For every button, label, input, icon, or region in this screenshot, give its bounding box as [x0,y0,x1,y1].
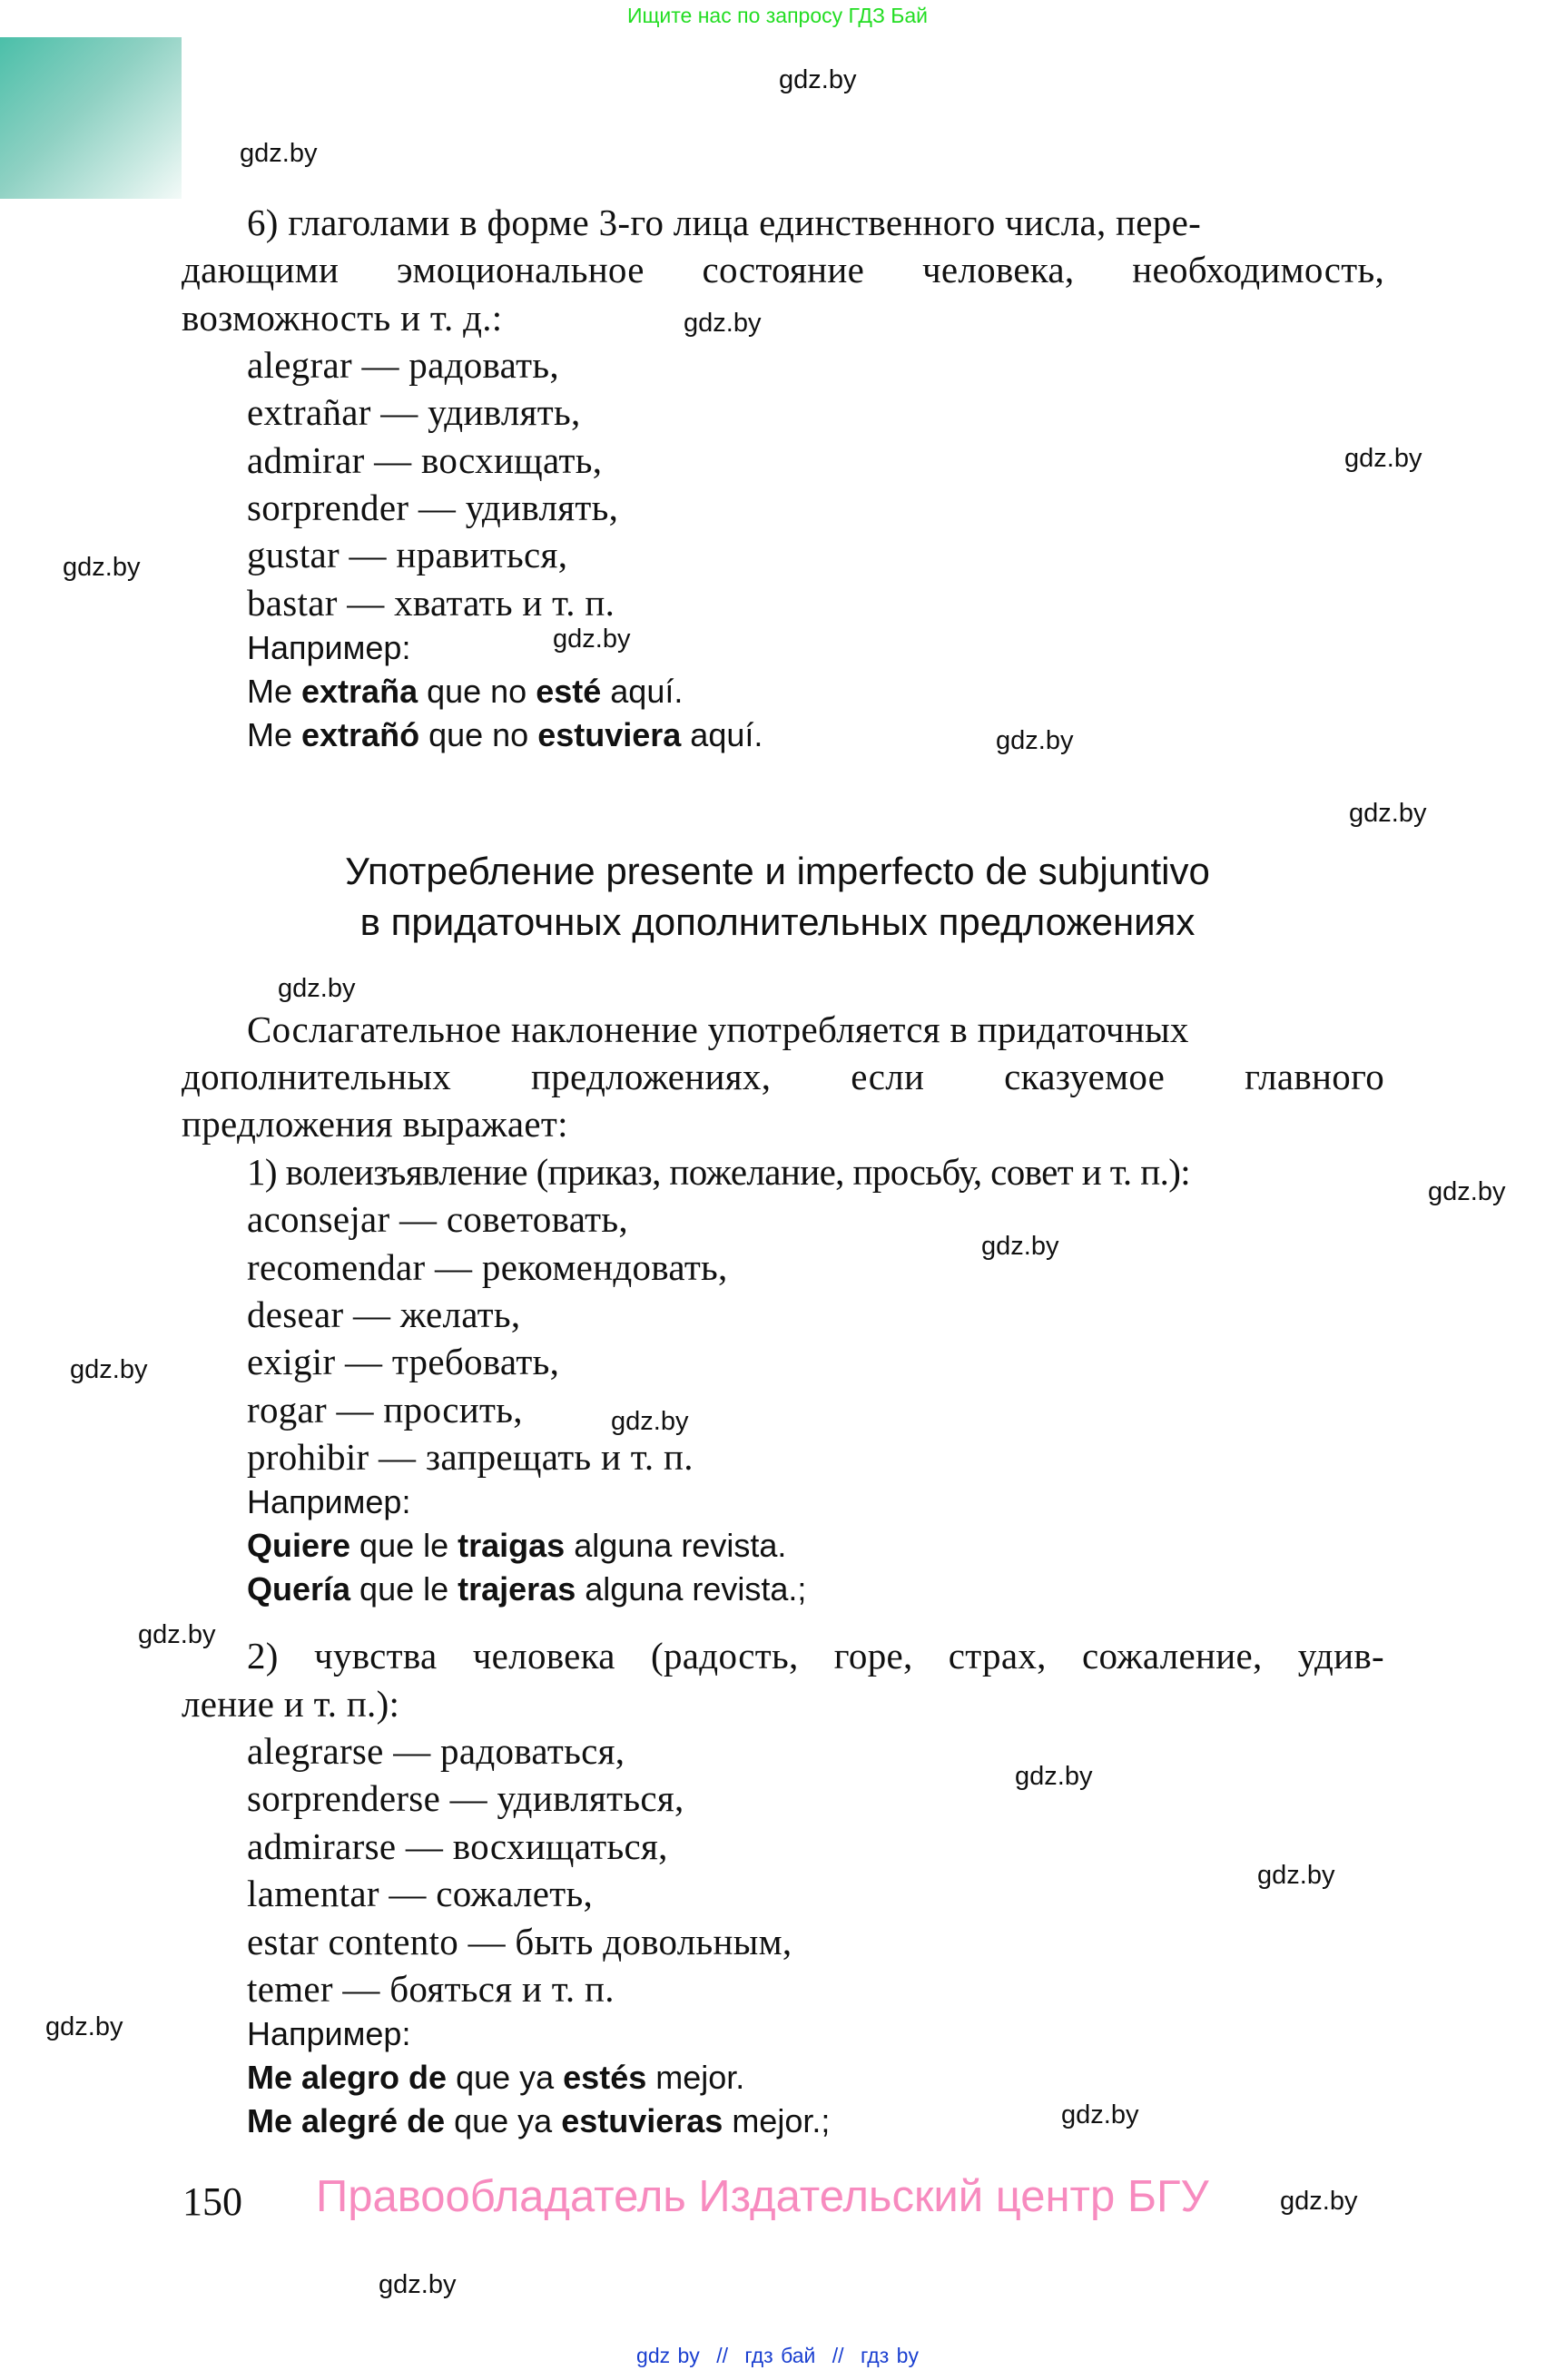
verb-item: aconsejar — советовать, [247,1198,628,1240]
sentence-text: que ya [445,2102,562,2139]
corner-decoration [0,37,182,199]
verb-item: bastar — хватать и т. п. [247,582,615,624]
item2-title-line-2: ление и т. п.): [182,1683,400,1725]
watermark: gdz.by [1061,2100,1139,2129]
watermark: gdz.by [1349,799,1427,828]
intro-line-1: Сослагательное наклонение употребляется в придаточных [247,1008,1189,1050]
intro-line-2: дополнительных предложениях, если сказуемое главного [182,1056,1384,1097]
sentence-text: que le [350,1570,458,1608]
verb-item: recomendar — рекомендовать, [247,1246,728,1288]
verb-item: prohibir — запрещать и т. п. [247,1436,694,1478]
sentence-text: alguna revista.; [576,1570,807,1608]
example-sentence [247,2059,744,2097]
sentence-text: mejor.; [723,2102,831,2139]
sentence-text: mejor. [646,2059,745,2096]
sentence-text: Me [247,716,302,753]
verb-item: lamentar — сожалеть, [247,1873,594,1914]
footer-link-gdz-by[interactable]: gdz by [636,2344,700,2367]
footer-link-gdz-by-cyr[interactable]: гдз by [860,2344,919,2367]
watermark: gdz.by [240,139,318,168]
verb-item: temer — бояться и т. п. [247,1968,615,2010]
watermark: gdz.by [278,974,356,1003]
example-label: Например: [247,1483,411,1520]
section-heading [0,846,1555,948]
heading-line-1: Употребление presente и imperfecto de subjuntivo [345,850,1210,892]
watermark: gdz.by [379,2270,457,2299]
watermark: gdz.by [553,625,631,654]
link-separator: // [716,2344,728,2367]
watermark: gdz.by [138,1620,216,1649]
emphasized-word: estuviera [537,716,682,753]
emphasized-word: Me alegré de [247,2102,446,2139]
verb-item: sorprender — удивлять, [247,487,619,528]
example-sentence [247,1527,786,1565]
watermark: gdz.by [63,553,141,582]
example-sentence [247,1570,806,1608]
emphasized-word: estés [563,2059,647,2096]
verb-item: admirarse — восхищаться, [247,1825,668,1867]
example-sentence [247,716,763,754]
sentence-text: que no [419,716,538,753]
watermark: gdz.by [1344,444,1422,473]
example-sentence [247,673,683,711]
watermark: gdz.by [779,65,857,94]
emphasized-word: trajeras [458,1570,576,1608]
example-sentence [247,2102,830,2140]
verb-item: estar contento — быть довольным, [247,1921,792,1962]
verb-item: exigir — требовать, [247,1341,560,1382]
sentence-text: que le [350,1527,458,1564]
watermark: gdz.by [1428,1177,1506,1206]
section6-intro-line-3: возможность и т. д.: [182,297,503,339]
verb-item: alegrarse — радоваться, [247,1730,625,1772]
verb-item: sorprenderse — удивляться, [247,1777,684,1819]
watermark: gdz.by [981,1232,1059,1261]
emphasized-word: esté [536,673,602,710]
top-banner: Ищите нас по запросу ГДЗ Бай [626,4,929,27]
section6-intro-line-1: 6) глаголами в форме 3-го лица единственного числа, пере- [247,202,1202,243]
section6-intro-line-2: дающими эмоциональное состояние человека, необходимость, [182,249,1384,290]
watermark: gdz.by [1257,1861,1335,1890]
watermark: gdz.by [70,1355,148,1384]
copyright-notice: Правообладатель Издательский центр БГУ [316,2172,1209,2221]
watermark: gdz.by [1280,2187,1358,2216]
emphasized-word: Quiere [247,1527,351,1564]
example-label: Например: [247,629,411,666]
intro-line-3: предложения выражает: [182,1103,568,1145]
watermark: gdz.by [1015,1762,1093,1791]
watermark: gdz.by [611,1407,689,1436]
emphasized-word: extraña [301,673,418,710]
watermark: gdz.by [45,2012,123,2041]
verb-item: alegrar — радовать, [247,344,559,386]
emphasized-word: extrañó [301,716,420,753]
link-separator: // [832,2344,844,2367]
emphasized-word: traigas [458,1527,566,1564]
footer-links [0,2344,1555,2368]
footer-link-gdz-bai[interactable]: гдз бай [744,2344,816,2367]
verb-item: extrañar — удивлять, [247,391,581,433]
sentence-text: aquí. [681,716,763,753]
page-number: 150 [182,2179,242,2224]
sentence-text: que no [418,673,536,710]
sentence-text: que ya [447,2059,564,2096]
verb-item: desear — желать, [247,1293,521,1335]
verb-item: gustar — нравиться, [247,534,568,575]
watermark: gdz.by [684,309,762,338]
sentence-text: aquí. [601,673,684,710]
example-label: Например: [247,2015,411,2052]
emphasized-word: estuvieras [561,2102,723,2139]
watermark: gdz.by [996,726,1074,755]
emphasized-word: Quería [247,1570,351,1608]
item2-title-line-1: 2) чувства человека (радость, горе, страх, сожаление, удив- [247,1635,1384,1677]
verb-item: rogar — просить, [247,1389,523,1431]
emphasized-word: Me alegro de [247,2059,448,2096]
sentence-text: alguna revista. [565,1527,787,1564]
sentence-text: Me [247,673,302,710]
item1-title: 1) волеизъявление (приказ, пожелание, просьбу, совет и т. п.): [247,1151,1191,1193]
verb-item: admirar — восхищать, [247,439,603,481]
heading-line-2: в придаточных дополнительных предложениях [359,900,1196,943]
